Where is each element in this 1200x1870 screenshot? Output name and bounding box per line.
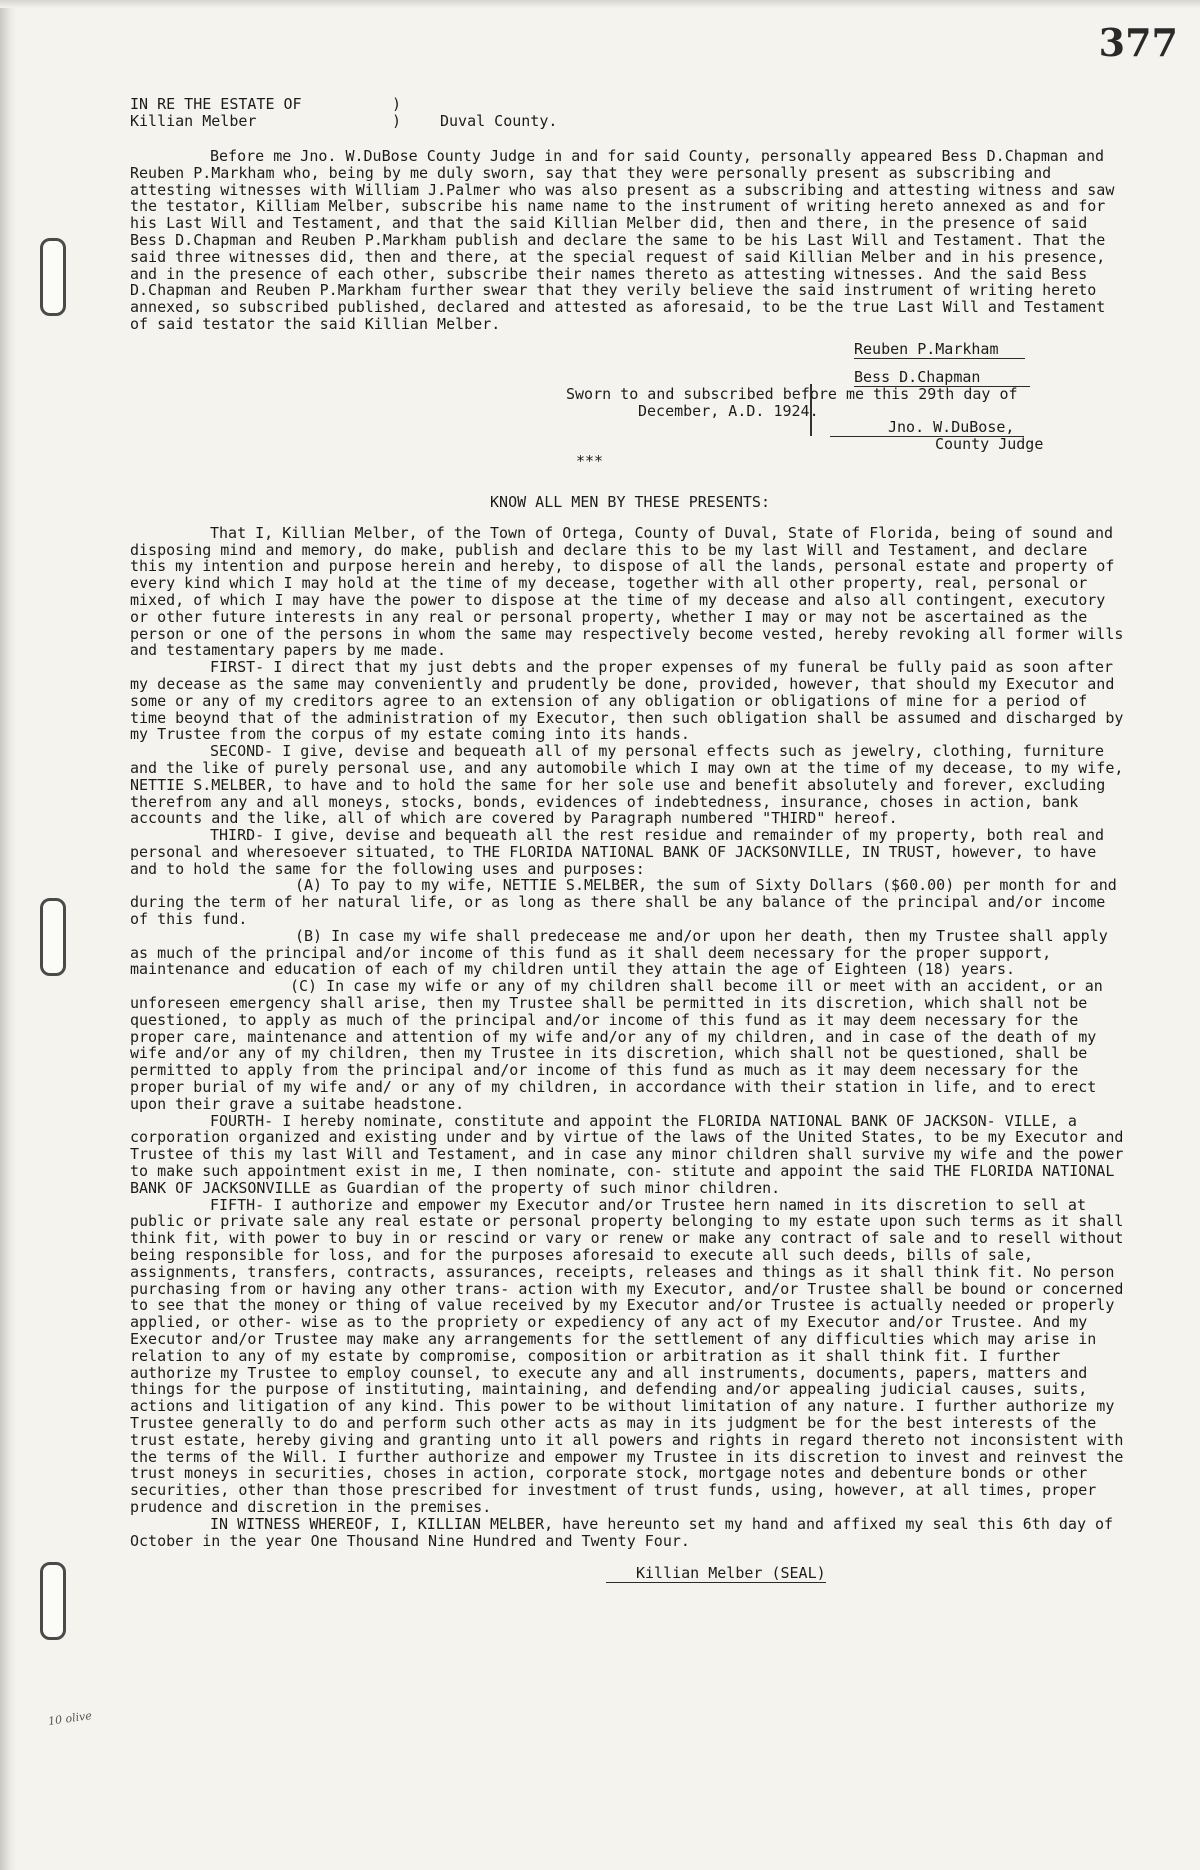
- witness-signature-1: [130, 341, 1130, 358]
- page-top-edge: [0, 0, 1200, 8]
- witness-signature-2-text: Bess D.Chapman: [854, 369, 1030, 387]
- will-intro-paragraph: That I, Killian Melber, of the Town of Ortega, County of Duval, State of Florida, being of sound and disposing mind and memory, do make, publish and declare this to be my last Will and Testament, and declare this my intention and purpose herein and hereby, to dispose of all the lands, personal estate and property of every kind which I may hold at the time of my decease, together with all other property, real, personal or mixed, of which I may have the power to dispose at the time of my decease and also all contingent, executory or other future interests in any real or personal property, whether I may or may not be ascertained as the person or one of the persons in whom the same may respectively become vested, hereby revoking all former wills and testamentary papers by me made.: [130, 523, 1124, 660]
- document-body: [130, 96, 1130, 1582]
- page-number: 377: [1098, 20, 1178, 65]
- caption-estate-line: IN RE THE ESTATE OF: [130, 95, 302, 113]
- page-left-edge: [0, 0, 16, 1870]
- binder-hole-3: [40, 1562, 66, 1640]
- will-article-fourth: FOURTH- I hereby nominate, constitute and appoint the FLORIDA NATIONAL BANK OF JACKSON- VILLE, a corporation organized and existing under and by virtue of the laws of the United States, to be my Executor and Trustee of this my last Will and Testament, and in case any minor children shall survive my wife and the power to make such appointment exist in me, I then nominate, con- stitute and appoint the said THE FLORIDA NATIONAL BANK OF JACKSONVILLE as Guardian of the property of such minor children.: [130, 1111, 1124, 1197]
- judge-signature-text: Jno. W.DuBose,: [830, 419, 1024, 437]
- judge-title: County Judge: [935, 435, 1044, 454]
- caption-county: Duval County.: [440, 112, 558, 130]
- caption-decedent-name: Killian Melber: [130, 112, 257, 130]
- caption-bracket-top: ): [392, 95, 402, 113]
- testator-signature-text: Killian Melber (SEAL): [606, 1565, 826, 1583]
- binder-hole-2: [40, 898, 66, 976]
- will-article-third-a: (A) To pay to my wife, NETTIE S.MELBER, the sum of Sixty Dollars ($60.00) per month for and during the term of her natural life, or as long as there shall be any balance of the principal and/or income of this fund.: [130, 876, 1117, 929]
- witness-signature-2: [130, 369, 1130, 386]
- will-article-third-b: (B) In case my wife shall predecease me and/or upon her death, then my Trustee shall apply as much of the principal and/or income of this fund as it shall deem necessary for the proper support, maintenance and education of each of my children until they attain the age of Eighteen (18) years.: [130, 926, 1108, 979]
- testator-signature: [130, 1565, 1130, 1582]
- will-article-first: FIRST- I direct that my just debts and the proper expenses of my funeral be fully paid as soon after my decease as the same may conveniently and prudently be done, provided, however, that should my Executor and some or any of my creditors agree to an extension of any obligation or obligations of mine for a period of time beoynd that of the administration of my Executor, then such obligation shall be assumed and discharged by my Trustee from the corpus of my estate coming into its hands.: [130, 658, 1124, 744]
- will-article-third-c: (C) In case my wife or any of my children shall become ill or meet with an accident, or an unforeseen emergency shall arise, then my Trustee shall be permitted in its discretion, which shall not be questioned, to apply as much of the principal and/or income of this fund as it may deem necessary for the proper care, maintenance and attention of my wife and/or any of my children, and in case of the death of my wife and/or any of my children, then my Trustee in its discretion, which shall not be questioned, shall be permitted to apply from the principal and/or income of this fund as much as it may deem necessary for the proper burial of my wife and/ or any of my children, in accordance with their station in life, and to erect upon their grave a suitabe headstone.: [130, 977, 1103, 1113]
- affidavit-paragraph: Before me Jno. W.DuBose County Judge in and for said County, personally appeared Bess D.Chapman and Reuben P.Markham who, being by me duly sworn, say that they were personally present as subscribing and attesting witnesses with William J.Palmer who was also present as a subscribing and attesting witness and saw the testator, Killiam Melber, subscribe his name name to the instrument of writing hereto annexed as and for his Last Will and Testament, and that the said Killian Melber did, then and there, in the presence of said Bess D.Chapman and Reuben P.Markham publish and declare the same to be his Last Will and Testament. That the said three witnesses did, then and there, at the special request of said Killian Melber and in his presence, and in the presence of each other, subscribe their names thereto as attesting witnesses. And the said Bess D.Chapman and Reuben P.Markham further swear that they verily believe the said instrument of writing hereto annexed, so subscribed published, declared and attested as aforesaid, to be the true Last Will and Testament of said testator the said Killian Melber.: [130, 147, 1115, 333]
- binder-hole-1: [40, 238, 66, 316]
- will-article-third: THIRD- I give, devise and bequeath all the rest residue and remainder of my property, both real and personal and wheresoever situated, to THE FLORIDA NATIONAL BANK OF JACKSONVILLE, IN TRUST, however, to have and to hold the same for the following uses and purposes:: [130, 826, 1105, 878]
- will-heading: KNOW ALL MEN BY THESE PRESENTS:: [490, 492, 770, 511]
- margin-note: 10 olive: [47, 1709, 93, 1728]
- will-article-fifth: FIFTH- I authorize and empower my Executor and/or Trustee hern named in its discretion to sell at public or private sale any real estate or personal property belonging to my estate upon such terms as it shall think fit, with power to buy in or rescind or vary or renew or make any contract of sale and to resell without being responsible for loss, and for the purposes aforesaid to execute all such deeds, bills of sale, assignments, transfers, contracts, assurances, receipts, releases and things as it shall think fit. No person purchasing from or having any other trans- action with my Executor, and/or Trustee shall be bound or concerned to see that the money or thing of value received by my Executor and/or Trustee is actually needed or properly applied, or other- wise as to the propriety or expediency of any act of my Executor and/or Trustee. And my Executor and/or Trustee may make any arrangements for the settlement of any difficulties which may arise in relation to any of my estate by compromise, composition or arbitration as it shall think fit. I further authorize my Trustee to employ counsel, to execute any and all instruments, documents, papers, matters and things for the purpose of instituting, maintaining, and defending and/or appealing judicial causes, suits, actions and litigation of any kind. This power to be without limitation of any nature. I further authorize my Trustee generally to do and perform such other acts as may in its judgment be for the best interests of the trust estate, hereby giving and granting unto it all powers and rights in regard thereto not inconsistent with the terms of the Will. I further authorize and empower my Trustee in its discretion to invest and reinvest the trust moneys in securities, choses in action, corporate stock, mortgage notes and debenture bonds or other securities, other than those prescribed for investment of trust funds, using, however, at all times, proper prudence and discretion in the premises.: [130, 1195, 1124, 1516]
- will-witness-clause: IN WITNESS WHEREOF, I, KILLIAN MELBER, have hereunto set my hand and affixed my seal this 6th day of October in the year One Thousand Nine Hundred and Twenty Four.: [130, 1514, 1114, 1550]
- will-article-second: SECOND- I give, devise and bequeath all of my personal effects such as jewelry, clothing, furniture and the like of purely personal use, and any automobile which I may own at the time of my decease, to my wife, NETTIE S.MELBER, to have and to hold the same for her sole use and benefit absolutely and forever, excluding therefrom any and all moneys, stocks, bonds, evidences of indebtedness, insurance, choses in action, bank accounts and the like, all of which are covered by Paragraph numbered "THIRD" hereof.: [130, 742, 1124, 828]
- sworn-line-1: Sworn to and subscribed before me this 29th day of: [566, 384, 1018, 403]
- witness-signature-1-text: Reuben P.Markham: [854, 341, 1025, 359]
- judge-signature: [130, 419, 1130, 436]
- sworn-line-2: December, A.D. 1924.: [638, 401, 819, 420]
- section-separator: ***: [576, 452, 604, 471]
- caption-bracket-bottom: ): [392, 112, 402, 130]
- case-caption: [130, 96, 1130, 132]
